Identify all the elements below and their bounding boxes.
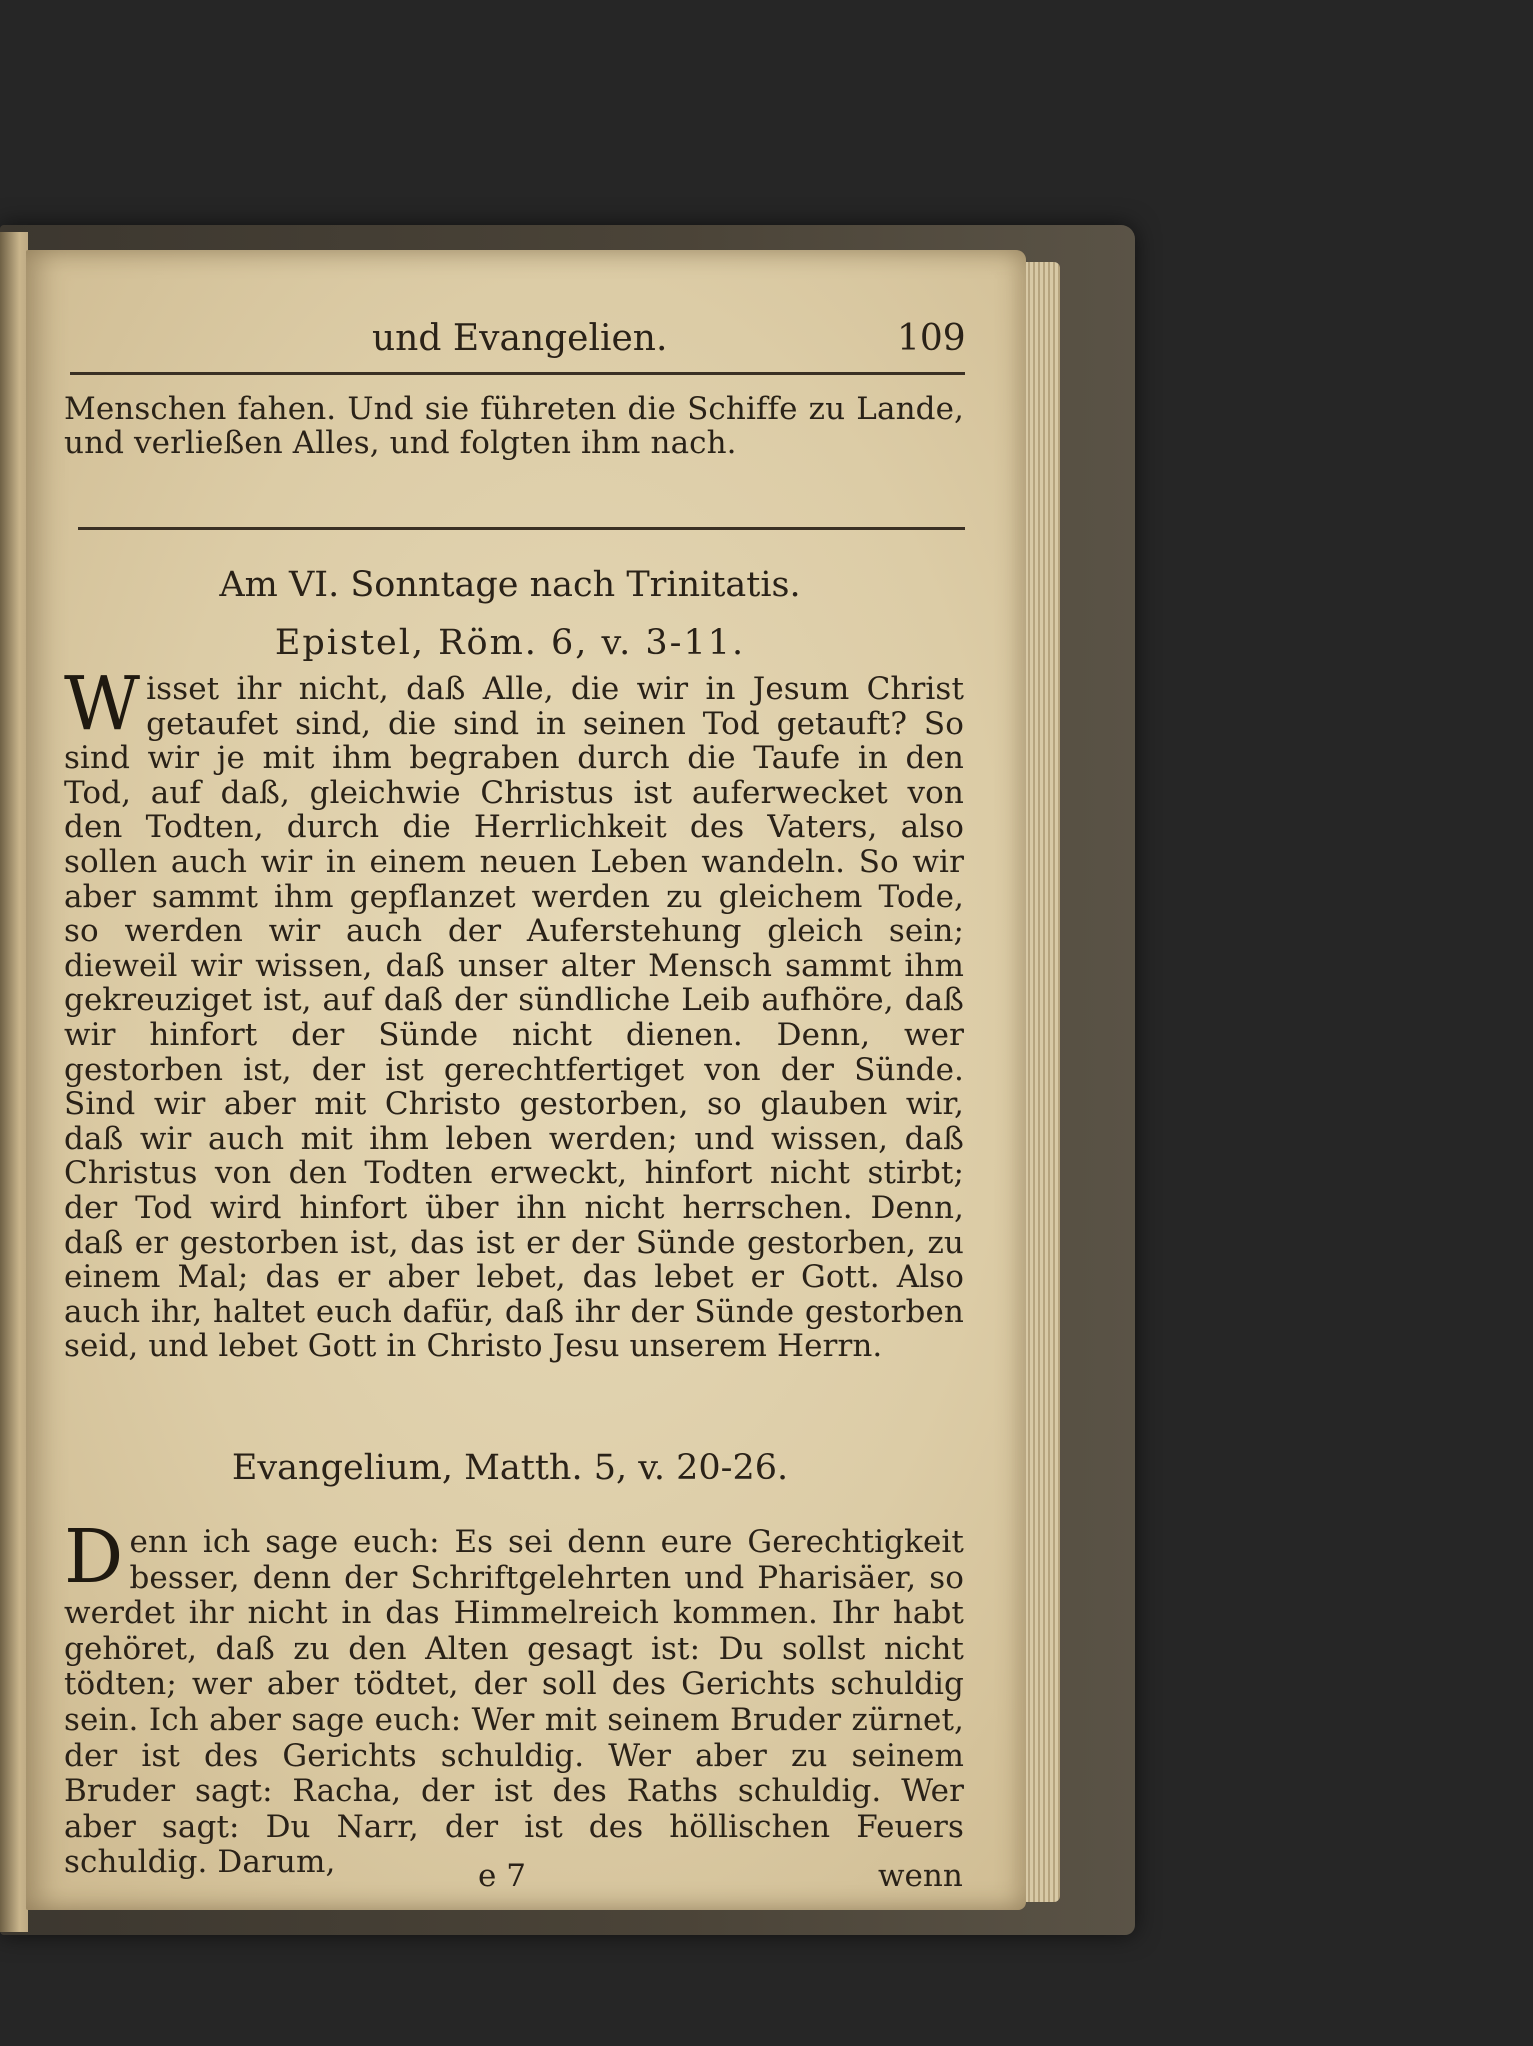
- epistle-drop-initial: W: [64, 661, 141, 747]
- running-header: und Evangelien.: [372, 318, 668, 359]
- header-rule: [70, 372, 965, 375]
- gospel-heading: Evangelium, Matth. 5, v. 20-26.: [231, 1448, 789, 1488]
- gospel-body: enn ich sage euch: Es sei denn eure Gerechtigkeit besser, denn der Schriftgelehrten und Pharisäer, so werdet ihr nicht in das Himmelreich kommen. Ihr habt gehöret, daß zu den Alten gesagt ist: Du sollst nicht tödten; wer aber tödtet, der soll des Gerichts schuldig sein. Ich aber sage euch: Wer mit seinem Bruder zürnet, der ist des Gerichts schuldig. Wer aber zu seinem Bruder sagt: Racha, der ist des Raths schuldig. Wer aber sagt: Du Narr, der ist des höllischen Feuers schuldig. Darum,: [64, 1524, 964, 1881]
- section-rule: [78, 527, 965, 530]
- page-number: 109: [897, 318, 966, 359]
- sunday-heading: Am VI. Sonntage nach Trinitatis.: [219, 565, 801, 605]
- book-spine: [0, 232, 28, 1932]
- catchword: wenn: [878, 1858, 963, 1894]
- gospel-paragraph: [64, 1514, 964, 1881]
- epistle-heading: Epistel, Röm. 6, v. 3-11.: [274, 623, 746, 663]
- epistle-paragraph: [64, 661, 964, 1365]
- epistle-body: isset ihr nicht, daß Alle, die wir in Jesum Christ getaufet sind, die sind in seinen Tod getauft? So sind wir je mit ihm begraben durch die Taufe in den Tod, auf daß, gleichwie Christus ist auferwecket von den Todten, durch die Herrlichkeit des Vaters, also sollen auch wir in einem neuen Leben wandeln. So wir aber sammt ihm gepflanzet werden zu gleichem Tode, so werden wir auch der Auferstehung gleich sein; dieweil wir wissen, daß unser alter Mensch sammt ihm gekreuziget ist, auf daß der sündliche Leib aufhöre, daß wir hinfort der Sünde nicht dienen. Denn, wer gestorben ist, der ist gerechtfertiget von der Sünde. Sind wir aber mit Christo gestorben, so glauben wir, daß wir auch mit ihm leben werden; und wissen, daß Christus von den Todten erweckt, hinfort nicht stirbt; der Tod wird hinfort über ihn nicht herrschen. Denn, daß er gestorben ist, das ist er der Sünde gestorben, zu einem Mal; das er aber lebet, das lebet er Gott. Also auch ihr, haltet euch dafür, daß ihr der Sünde gestorben seid, und lebet Gott in Christo Jesu unserem Herrn.: [64, 671, 964, 1365]
- carry-over-paragraph: Menschen fahen. Und sie führeten die Schiffe zu Lande, und verließen Alles, und folgten ihm nach.: [64, 391, 964, 461]
- signature-mark: e 7: [478, 1858, 526, 1894]
- gospel-drop-initial: D: [64, 1514, 124, 1600]
